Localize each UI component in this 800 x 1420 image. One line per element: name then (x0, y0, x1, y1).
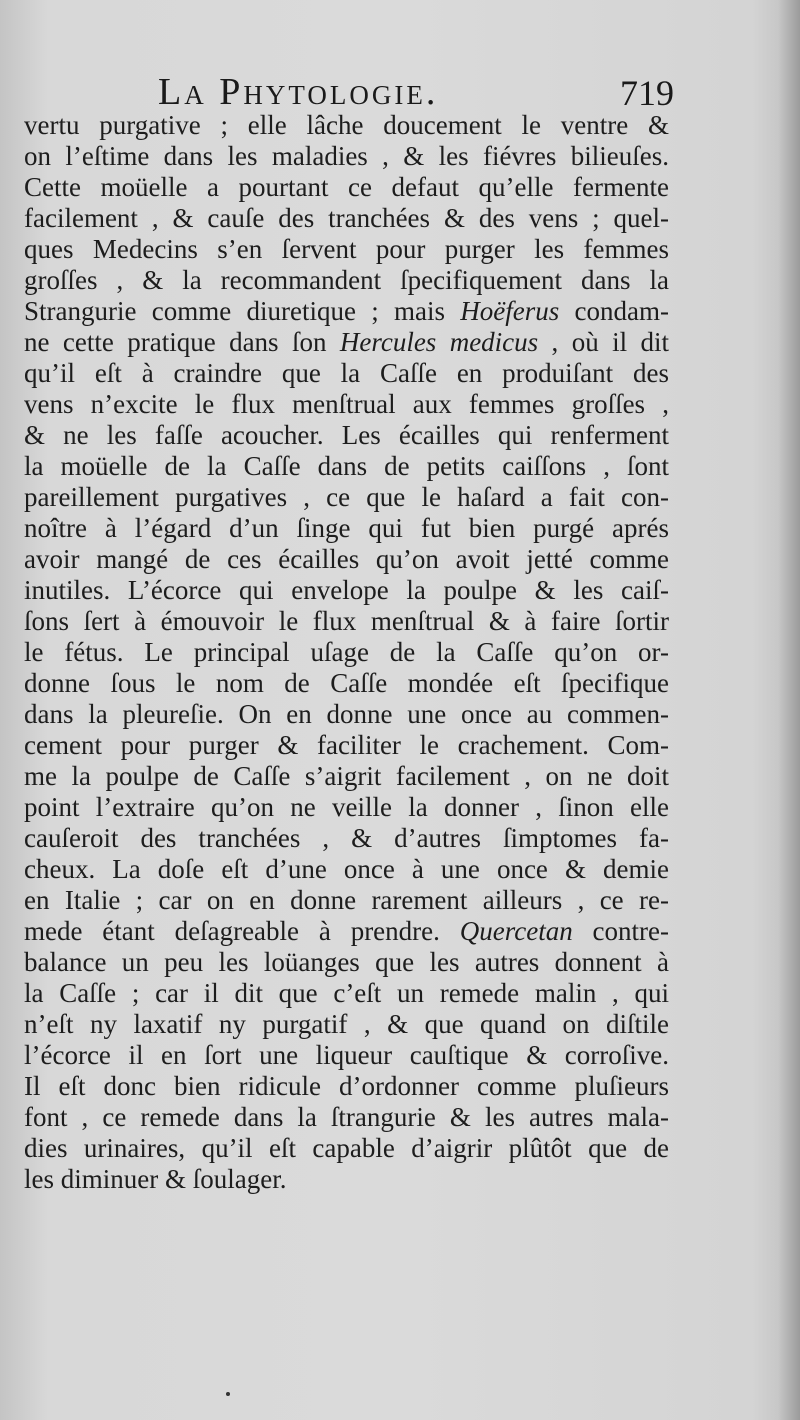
text-line (24, 203, 669, 234)
text-line (24, 916, 669, 947)
text-segment: Il eſt donc bien ridicule d’ordonner comme pluſieurs (24, 1071, 669, 1101)
text-line (24, 327, 669, 358)
text-line (24, 172, 669, 203)
text-line (24, 296, 669, 327)
text-segment: me la poulpe de Caſſe s’aigrit facilement , on ne doit (24, 761, 669, 791)
text-line (24, 544, 669, 575)
text-line (24, 978, 669, 1009)
text-segment: ques Medecins s’en ſervent pour purger les femmes (24, 234, 669, 264)
text-line (24, 141, 669, 172)
text-segment: font , ce remede dans la ſtrangurie & les autres mala- (24, 1102, 669, 1132)
text-segment: donne ſous le nom de Caſſe mondée eſt ſpecifique (24, 668, 669, 698)
text-line (24, 699, 669, 730)
text-line (24, 389, 669, 420)
text-segment: en Italie ; car on en donne rarement ailleurs , ce re- (24, 885, 669, 915)
page-number: 719 (620, 73, 674, 113)
italic-text: Hercules medicus (339, 327, 539, 357)
text-line (24, 668, 669, 699)
text-segment: vens n’excite le flux menſtrual aux femmes groſſes , (24, 389, 669, 419)
text-line (24, 1009, 669, 1040)
text-segment: , où il dit (538, 327, 669, 357)
text-line (24, 606, 669, 637)
text-line (24, 854, 669, 885)
text-segment: la moüelle de la Caſſe dans de petits caiſſons , ſont (24, 451, 669, 481)
text-line (24, 947, 669, 978)
page-edge-shadow (778, 0, 800, 1420)
text-segment: Strangurie comme diuretique ; mais (24, 296, 461, 326)
text-segment: le fétus. Le principal uſage de la Caſſe qu’on or- (24, 637, 669, 667)
text-segment: contre- (572, 916, 669, 946)
text-segment: cement pour purger & faciliter le crachement. Com- (24, 730, 669, 760)
running-title: La Phytologie. (158, 71, 439, 113)
text-line (24, 358, 669, 389)
text-line (24, 885, 669, 916)
text-segment: cauſeroit des tranchées , & d’autres ſimptomes fa- (24, 823, 669, 853)
text-line (24, 637, 669, 668)
text-segment: dies urinaires, qu’il eſt capable d’aigrir plûtôt que de (24, 1133, 669, 1163)
text-line (24, 482, 669, 513)
text-segment: point l’extraire qu’on ne veille la donner , ſinon elle (24, 792, 669, 822)
italic-text: Hoëferus (460, 296, 560, 326)
text-line (24, 575, 669, 606)
text-segment: inutiles. L’écorce qui envelope la poulpe & les caiſ- (24, 575, 669, 605)
text-segment: la Caſſe ; car il dit que c’eſt un remede malin , qui (24, 978, 669, 1008)
text-line (24, 730, 669, 761)
text-line (24, 265, 669, 296)
text-segment: vertu purgative ; elle lâche doucement le ventre & (24, 110, 669, 140)
text-segment: groſſes , & la recommandent ſpecifiquement dans la (24, 265, 669, 295)
text-line (24, 823, 669, 854)
italic-text: Quercetan (459, 916, 573, 946)
text-segment: balance un peu les loüanges que les autres donnent à (24, 947, 669, 977)
text-segment: qu’il eſt à craindre que la Caſſe en produiſant des (24, 358, 669, 388)
ink-speck (226, 1392, 230, 1396)
text-line (24, 451, 669, 482)
text-segment: & ne les faſſe acoucher. Les écailles qui renferment (24, 420, 669, 450)
text-line (24, 234, 669, 265)
text-segment: on l’eſtime dans les maladies , & les fiévres bilieuſes. (24, 141, 669, 171)
text-line (24, 513, 669, 544)
page-header (24, 68, 674, 112)
text-segment: condam- (559, 296, 669, 326)
text-segment: n’eſt ny laxatif ny purgatif , & que quand on diſtile (24, 1009, 669, 1039)
text-line (24, 420, 669, 451)
text-segment: ſons ſert à émouvoir le flux menſtrual & à faire ſortir (24, 606, 669, 636)
text-segment: ne cette pratique dans ſon (24, 327, 340, 357)
body-text (24, 110, 669, 1195)
text-segment: facilement , & cauſe des tranchées & des vens ; quel- (24, 203, 669, 233)
text-line (24, 1102, 669, 1133)
text-line (24, 1133, 669, 1164)
text-line (24, 1071, 669, 1102)
text-segment: pareillement purgatives , ce que le haſard a fait con- (24, 482, 669, 512)
text-segment: dans la pleureſie. On en donne une once au commen- (24, 699, 669, 729)
text-segment: noître à l’égard d’un ſinge qui fut bien purgé aprés (24, 513, 669, 543)
text-segment: l’écorce il en ſort une liqueur cauſtique & corroſive. (24, 1040, 669, 1070)
text-line (24, 110, 669, 141)
text-segment: mede étant deſagreable à prendre. (24, 916, 460, 946)
text-line (24, 1164, 669, 1195)
text-segment: cheux. La doſe eſt d’une once à une once & demie (24, 854, 669, 884)
text-line (24, 761, 669, 792)
text-segment: les diminuer & ſoulager. (24, 1164, 287, 1194)
text-line (24, 792, 669, 823)
text-segment: avoir mangé de ces écailles qu’on avoit jetté comme (24, 544, 669, 574)
text-segment: Cette moüelle a pourtant ce defaut qu’elle fermente (24, 172, 669, 202)
text-line (24, 1040, 669, 1071)
